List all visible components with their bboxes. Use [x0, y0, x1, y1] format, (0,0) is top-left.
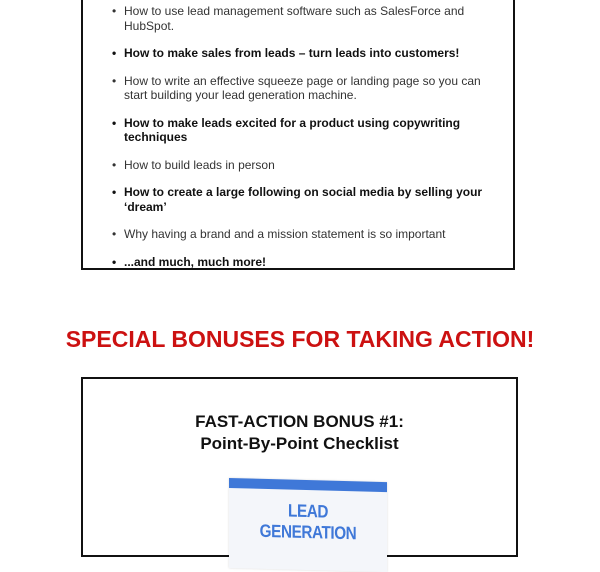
bonus-title: FAST-ACTION BONUS #1: [195, 412, 404, 431]
list-item [83, 158, 503, 173]
list-item-text: How to make leads excited for a product using copywriting techniques [124, 115, 461, 144]
features-list [83, 4, 503, 282]
list-item [83, 74, 503, 103]
list-item [83, 227, 503, 242]
bullet-icon: • [112, 254, 117, 269]
cover-title: LEAD GENERATION [259, 500, 357, 544]
special-bonuses-headline: SPECIAL BONUSES FOR TAKING ACTION! [65, 326, 535, 352]
list-item-text: How to create a large following on social media by selling your ‘dream’ [124, 185, 483, 214]
list-item [83, 46, 503, 61]
checklist-cover-image [229, 478, 387, 572]
bullet-icon: • [112, 115, 117, 130]
list-item [83, 255, 503, 270]
bullet-icon: • [112, 4, 117, 18]
bonus-subtitle: Point-By-Point Checklist [200, 434, 399, 453]
list-item-text: How to build leads in person [124, 157, 275, 172]
list-item [83, 116, 503, 145]
cover-band [229, 478, 387, 492]
list-item-text: How to make sales from leads – turn leads into customers! [124, 46, 460, 60]
list-item-text: How to use lead management software such as SalesForce and HubSpot. [124, 4, 465, 33]
features-box [81, 0, 515, 270]
list-item-text: ...and much, much more! [124, 254, 267, 269]
bullet-icon: • [112, 157, 117, 172]
list-item [83, 4, 503, 33]
list-item [83, 185, 503, 214]
bullet-icon: • [112, 185, 117, 199]
list-item-text: Why having a brand and a mission statement is so important [124, 227, 446, 241]
bullet-icon: • [112, 227, 117, 241]
bullet-icon: • [112, 73, 117, 88]
bonus-box [81, 377, 518, 557]
list-item-text: How to write an effective squeeze page or landing page so you can start building your lead generation machine. [124, 73, 481, 102]
bullet-icon: • [112, 46, 117, 60]
